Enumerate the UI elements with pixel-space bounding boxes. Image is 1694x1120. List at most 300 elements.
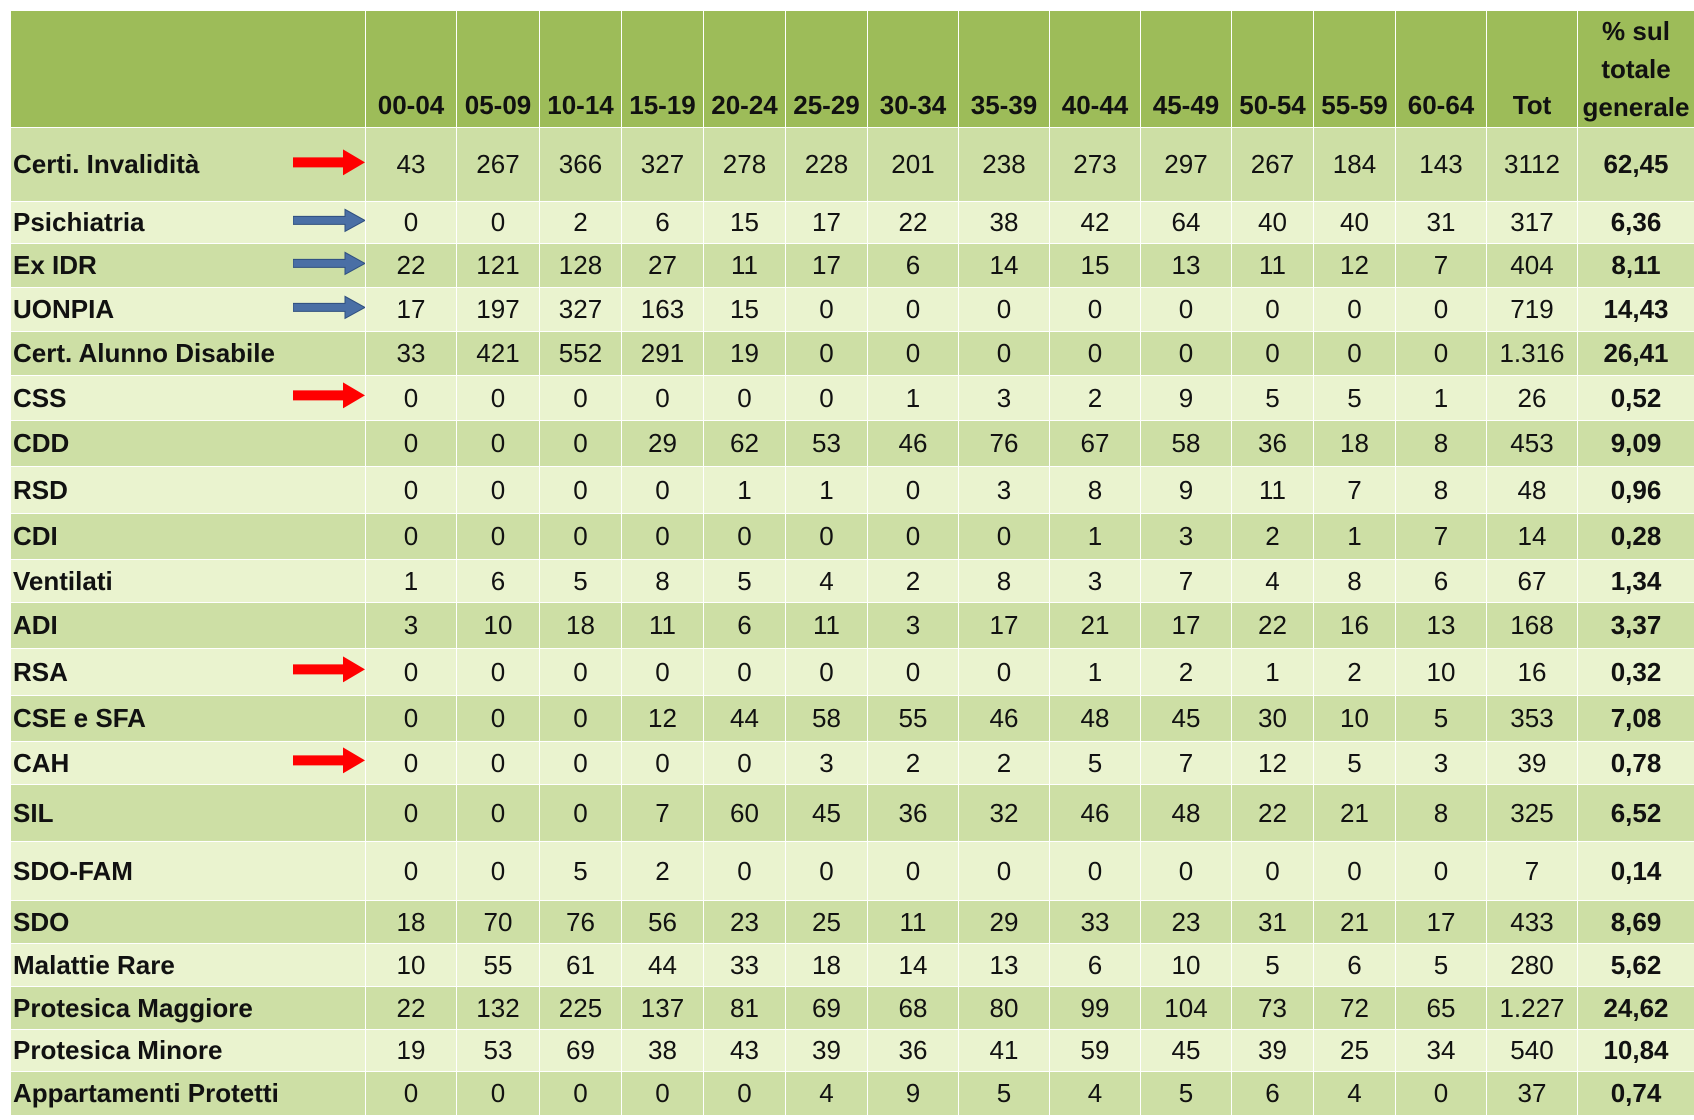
row-label: Certi. Invalidità <box>13 149 200 179</box>
value-cell: 46 <box>868 421 959 467</box>
value-cell: 3 <box>868 603 959 649</box>
value-cell: 0 <box>622 649 704 696</box>
value-cell: 11 <box>786 603 868 649</box>
value-cell: 2 <box>868 742 959 785</box>
value-cell: 59 <box>1050 1030 1141 1072</box>
value-cell: 0 <box>540 785 622 842</box>
table-row <box>11 987 1694 1030</box>
table-row <box>11 649 1694 696</box>
value-cell: 65 <box>1396 987 1487 1030</box>
row-label: CDD <box>13 428 70 458</box>
total-cell: 67 <box>1487 560 1578 603</box>
row-label-cell <box>11 376 366 421</box>
value-cell: 29 <box>622 421 704 467</box>
value-cell: 17 <box>1141 603 1232 649</box>
value-cell: 0 <box>1141 288 1232 332</box>
value-cell: 297 <box>1141 128 1232 202</box>
value-cell: 69 <box>540 1030 622 1072</box>
value-cell: 21 <box>1314 901 1396 944</box>
row-label: Appartamenti Protetti <box>13 1078 279 1108</box>
value-cell: 0 <box>868 332 959 376</box>
row-label-cell <box>11 696 366 742</box>
table-row <box>11 202 1694 244</box>
value-cell: 64 <box>1141 202 1232 244</box>
value-cell: 8 <box>622 560 704 603</box>
table-row <box>11 376 1694 421</box>
value-cell: 46 <box>1050 785 1141 842</box>
value-cell: 19 <box>704 332 786 376</box>
table-row <box>11 785 1694 842</box>
value-cell: 0 <box>959 514 1050 560</box>
value-cell: 55 <box>868 696 959 742</box>
pct-cell: 1,34 <box>1578 560 1694 603</box>
red-arrow-icon <box>293 656 365 682</box>
value-cell: 0 <box>868 514 959 560</box>
row-label: UONPIA <box>13 294 115 324</box>
value-cell: 11 <box>1232 244 1314 288</box>
value-cell: 3 <box>959 467 1050 514</box>
value-cell: 0 <box>868 288 959 332</box>
value-cell: 25 <box>1314 1030 1396 1072</box>
value-cell: 0 <box>1141 842 1232 901</box>
pct-cell: 0,78 <box>1578 742 1694 785</box>
row-label-cell <box>11 901 366 944</box>
row-label-cell <box>11 332 366 376</box>
total-cell: 453 <box>1487 421 1578 467</box>
value-cell: 27 <box>622 244 704 288</box>
value-cell: 31 <box>1396 202 1487 244</box>
value-cell: 69 <box>786 987 868 1030</box>
value-cell: 0 <box>366 842 457 901</box>
value-cell: 58 <box>786 696 868 742</box>
value-cell: 17 <box>959 603 1050 649</box>
header-col: 45-49 <box>1141 11 1232 128</box>
value-cell: 0 <box>959 288 1050 332</box>
value-cell: 0 <box>540 467 622 514</box>
value-cell: 0 <box>1141 332 1232 376</box>
row-label-cell <box>11 785 366 842</box>
header-col: 55-59 <box>1314 11 1396 128</box>
value-cell: 5 <box>540 560 622 603</box>
value-cell: 11 <box>704 244 786 288</box>
value-cell: 31 <box>1232 901 1314 944</box>
value-cell: 0 <box>959 332 1050 376</box>
value-cell: 4 <box>1314 1072 1396 1116</box>
pct-cell: 0,14 <box>1578 842 1694 901</box>
value-cell: 6 <box>1396 560 1487 603</box>
value-cell: 61 <box>540 944 622 987</box>
value-cell: 267 <box>1232 128 1314 202</box>
value-cell: 5 <box>1314 742 1396 785</box>
row-label: Malattie Rare <box>13 949 175 980</box>
pct-cell: 0,74 <box>1578 1072 1694 1116</box>
value-cell: 273 <box>1050 128 1141 202</box>
value-cell: 0 <box>366 202 457 244</box>
value-cell: 201 <box>868 128 959 202</box>
row-label: SDO <box>13 906 70 937</box>
value-cell: 43 <box>366 128 457 202</box>
value-cell: 2 <box>868 560 959 603</box>
value-cell: 40 <box>1232 202 1314 244</box>
row-label: RSD <box>13 474 68 505</box>
table-row <box>11 514 1694 560</box>
value-cell: 0 <box>868 467 959 514</box>
value-cell: 6 <box>1050 944 1141 987</box>
value-cell: 56 <box>622 901 704 944</box>
value-cell: 5 <box>1396 696 1487 742</box>
table-row <box>11 1030 1694 1072</box>
value-cell: 7 <box>1396 244 1487 288</box>
value-cell: 0 <box>366 467 457 514</box>
value-cell: 197 <box>457 288 540 332</box>
total-cell: 433 <box>1487 901 1578 944</box>
value-cell: 1 <box>1314 514 1396 560</box>
value-cell: 3 <box>786 742 868 785</box>
value-cell: 1 <box>1396 376 1487 421</box>
pct-cell: 26,41 <box>1578 332 1694 376</box>
value-cell: 8 <box>1396 785 1487 842</box>
value-cell: 0 <box>1396 288 1487 332</box>
total-cell: 26 <box>1487 376 1578 421</box>
value-cell: 0 <box>366 696 457 742</box>
row-label-cell <box>11 560 366 603</box>
value-cell: 3 <box>1141 514 1232 560</box>
value-cell: 0 <box>1050 288 1141 332</box>
value-cell: 0 <box>1232 332 1314 376</box>
total-cell: 7 <box>1487 842 1578 901</box>
value-cell: 25 <box>786 901 868 944</box>
row-label-cell <box>11 288 366 332</box>
value-cell: 132 <box>457 987 540 1030</box>
value-cell: 0 <box>1396 1072 1487 1116</box>
value-cell: 67 <box>1050 421 1141 467</box>
pct-cell: 8,69 <box>1578 901 1694 944</box>
total-cell: 37 <box>1487 1072 1578 1116</box>
table-row <box>11 288 1694 332</box>
value-cell: 0 <box>786 288 868 332</box>
table-row <box>11 944 1694 987</box>
value-cell: 238 <box>959 128 1050 202</box>
header-pct-total: % sul totale generale <box>1578 11 1694 128</box>
value-cell: 0 <box>704 1072 786 1116</box>
value-cell: 0 <box>540 421 622 467</box>
value-cell: 0 <box>786 332 868 376</box>
value-cell: 0 <box>457 1072 540 1116</box>
value-cell: 15 <box>704 202 786 244</box>
value-cell: 22 <box>1232 785 1314 842</box>
data-table-container <box>10 10 1694 1116</box>
value-cell: 0 <box>1232 842 1314 901</box>
value-cell: 45 <box>1141 1030 1232 1072</box>
table-row <box>11 128 1694 202</box>
value-cell: 3 <box>1050 560 1141 603</box>
value-cell: 0 <box>786 514 868 560</box>
value-cell: 15 <box>704 288 786 332</box>
value-cell: 0 <box>704 649 786 696</box>
value-cell: 0 <box>366 785 457 842</box>
header-col: 15-19 <box>622 11 704 128</box>
total-cell: 39 <box>1487 742 1578 785</box>
value-cell: 121 <box>457 244 540 288</box>
value-cell: 0 <box>622 514 704 560</box>
value-cell: 13 <box>1396 603 1487 649</box>
pct-cell: 24,62 <box>1578 987 1694 1030</box>
value-cell: 36 <box>868 1030 959 1072</box>
value-cell: 225 <box>540 987 622 1030</box>
total-cell: 404 <box>1487 244 1578 288</box>
row-label-cell <box>11 944 366 987</box>
row-label: SDO-FAM <box>13 855 133 886</box>
value-cell: 6 <box>704 603 786 649</box>
value-cell: 1 <box>868 376 959 421</box>
value-cell: 291 <box>622 332 704 376</box>
pct-cell: 62,45 <box>1578 128 1694 202</box>
total-cell: 719 <box>1487 288 1578 332</box>
value-cell: 104 <box>1141 987 1232 1030</box>
value-cell: 0 <box>1050 332 1141 376</box>
row-label-cell <box>11 128 366 202</box>
value-cell: 267 <box>457 128 540 202</box>
value-cell: 128 <box>540 244 622 288</box>
value-cell: 43 <box>704 1030 786 1072</box>
value-cell: 30 <box>1232 696 1314 742</box>
value-cell: 34 <box>1396 1030 1487 1072</box>
value-cell: 32 <box>959 785 1050 842</box>
value-cell: 6 <box>868 244 959 288</box>
header-col: 05-09 <box>457 11 540 128</box>
blue-arrow-icon <box>293 294 365 320</box>
total-cell: 3112 <box>1487 128 1578 202</box>
value-cell: 12 <box>622 696 704 742</box>
pct-cell: 3,37 <box>1578 603 1694 649</box>
value-cell: 12 <box>1314 244 1396 288</box>
value-cell: 0 <box>540 649 622 696</box>
value-cell: 9 <box>1141 376 1232 421</box>
value-cell: 58 <box>1141 421 1232 467</box>
row-label: CDI <box>13 521 58 551</box>
row-label-cell <box>11 603 366 649</box>
blue-arrow-icon <box>293 207 365 233</box>
value-cell: 0 <box>786 842 868 901</box>
value-cell: 1 <box>1232 649 1314 696</box>
value-cell: 184 <box>1314 128 1396 202</box>
value-cell: 0 <box>540 742 622 785</box>
value-cell: 36 <box>868 785 959 842</box>
value-cell: 7 <box>1141 742 1232 785</box>
pct-cell: 0,28 <box>1578 514 1694 560</box>
value-cell: 8 <box>1396 421 1487 467</box>
value-cell: 0 <box>366 742 457 785</box>
value-cell: 18 <box>1314 421 1396 467</box>
value-cell: 29 <box>959 901 1050 944</box>
value-cell: 10 <box>366 944 457 987</box>
value-cell: 10 <box>1396 649 1487 696</box>
value-cell: 80 <box>959 987 1050 1030</box>
row-label-cell <box>11 742 366 785</box>
header-col: Tot <box>1487 11 1578 128</box>
value-cell: 70 <box>457 901 540 944</box>
row-label: Cert. Alunno Disabile <box>13 338 275 368</box>
row-label: CAH <box>13 747 70 778</box>
table-row <box>11 421 1694 467</box>
row-label: Ventilati <box>13 565 113 596</box>
value-cell: 16 <box>1314 603 1396 649</box>
value-cell: 0 <box>457 842 540 901</box>
value-cell: 1 <box>704 467 786 514</box>
value-cell: 42 <box>1050 202 1141 244</box>
red-arrow-icon <box>293 149 365 175</box>
value-cell: 0 <box>457 696 540 742</box>
value-cell: 0 <box>457 514 540 560</box>
value-cell: 2 <box>1314 649 1396 696</box>
value-cell: 0 <box>704 742 786 785</box>
value-cell: 38 <box>622 1030 704 1072</box>
header-col: 50-54 <box>1232 11 1314 128</box>
value-cell: 0 <box>1396 332 1487 376</box>
blue-arrow-icon <box>293 250 365 276</box>
row-label: Psichiatria <box>13 207 145 237</box>
value-cell: 40 <box>1314 202 1396 244</box>
value-cell: 421 <box>457 332 540 376</box>
table-row <box>11 1072 1694 1116</box>
value-cell: 13 <box>959 944 1050 987</box>
value-cell: 0 <box>622 1072 704 1116</box>
value-cell: 5 <box>1050 742 1141 785</box>
value-cell: 0 <box>366 1072 457 1116</box>
header-col: 60-64 <box>1396 11 1487 128</box>
value-cell: 39 <box>1232 1030 1314 1072</box>
pct-cell: 0,52 <box>1578 376 1694 421</box>
pct-cell: 6,36 <box>1578 202 1694 244</box>
row-label: Ex IDR <box>13 250 97 280</box>
value-cell: 4 <box>1232 560 1314 603</box>
value-cell: 22 <box>868 202 959 244</box>
value-cell: 0 <box>868 842 959 901</box>
value-cell: 0 <box>540 514 622 560</box>
table-row <box>11 842 1694 901</box>
value-cell: 22 <box>1232 603 1314 649</box>
value-cell: 0 <box>540 696 622 742</box>
value-cell: 22 <box>366 244 457 288</box>
value-cell: 17 <box>366 288 457 332</box>
value-cell: 0 <box>1050 842 1141 901</box>
value-cell: 10 <box>1141 944 1232 987</box>
value-cell: 0 <box>366 421 457 467</box>
row-label: ADI <box>13 610 58 640</box>
row-label-cell <box>11 1030 366 1072</box>
value-cell: 0 <box>704 842 786 901</box>
header-col: 00-04 <box>366 11 457 128</box>
header-row <box>11 11 1694 128</box>
row-label: CSS <box>13 382 67 413</box>
value-cell: 9 <box>1141 467 1232 514</box>
value-cell: 15 <box>1050 244 1141 288</box>
value-cell: 0 <box>366 376 457 421</box>
value-cell: 3 <box>959 376 1050 421</box>
value-cell: 0 <box>457 376 540 421</box>
row-label-cell <box>11 649 366 696</box>
red-arrow-icon <box>293 747 365 773</box>
value-cell: 17 <box>786 202 868 244</box>
value-cell: 7 <box>1314 467 1396 514</box>
total-cell: 16 <box>1487 649 1578 696</box>
value-cell: 7 <box>1141 560 1232 603</box>
value-cell: 0 <box>786 376 868 421</box>
pct-cell: 6,52 <box>1578 785 1694 842</box>
value-cell: 18 <box>786 944 868 987</box>
value-cell: 38 <box>959 202 1050 244</box>
value-cell: 12 <box>1232 742 1314 785</box>
total-cell: 353 <box>1487 696 1578 742</box>
value-cell: 17 <box>786 244 868 288</box>
value-cell: 0 <box>622 742 704 785</box>
header-col: 40-44 <box>1050 11 1141 128</box>
pct-cell: 9,09 <box>1578 421 1694 467</box>
value-cell: 0 <box>366 649 457 696</box>
value-cell: 0 <box>1314 288 1396 332</box>
value-cell: 8 <box>959 560 1050 603</box>
row-label: CSE e SFA <box>13 703 146 733</box>
header-col: 10-14 <box>540 11 622 128</box>
value-cell: 4 <box>1050 1072 1141 1116</box>
total-cell: 1.316 <box>1487 332 1578 376</box>
total-cell: 325 <box>1487 785 1578 842</box>
value-cell: 2 <box>959 742 1050 785</box>
value-cell: 76 <box>959 421 1050 467</box>
value-cell: 1 <box>786 467 868 514</box>
row-label-cell <box>11 202 366 244</box>
data-table <box>10 10 1694 1116</box>
pct-cell: 5,62 <box>1578 944 1694 987</box>
value-cell: 60 <box>704 785 786 842</box>
table-row <box>11 696 1694 742</box>
value-cell: 0 <box>704 514 786 560</box>
pct-cell: 0,32 <box>1578 649 1694 696</box>
row-label: Protesica Maggiore <box>13 992 253 1023</box>
value-cell: 6 <box>1232 1072 1314 1116</box>
value-cell: 36 <box>1232 421 1314 467</box>
value-cell: 53 <box>457 1030 540 1072</box>
value-cell: 228 <box>786 128 868 202</box>
value-cell: 0 <box>1314 842 1396 901</box>
value-cell: 0 <box>786 649 868 696</box>
value-cell: 44 <box>704 696 786 742</box>
value-cell: 5 <box>1232 944 1314 987</box>
value-cell: 0 <box>540 376 622 421</box>
value-cell: 163 <box>622 288 704 332</box>
row-label-cell <box>11 421 366 467</box>
value-cell: 44 <box>622 944 704 987</box>
value-cell: 13 <box>1141 244 1232 288</box>
row-label-cell <box>11 514 366 560</box>
value-cell: 0 <box>704 376 786 421</box>
value-cell: 11 <box>622 603 704 649</box>
pct-cell: 10,84 <box>1578 1030 1694 1072</box>
value-cell: 5 <box>1141 1072 1232 1116</box>
table-row <box>11 901 1694 944</box>
row-label: RSA <box>13 656 68 687</box>
value-cell: 4 <box>786 1072 868 1116</box>
value-cell: 6 <box>457 560 540 603</box>
value-cell: 48 <box>1141 785 1232 842</box>
pct-cell: 8,11 <box>1578 244 1694 288</box>
value-cell: 1 <box>1050 514 1141 560</box>
row-label: SIL <box>13 797 54 828</box>
value-cell: 0 <box>959 649 1050 696</box>
value-cell: 0 <box>622 376 704 421</box>
value-cell: 17 <box>1396 901 1487 944</box>
value-cell: 8 <box>1396 467 1487 514</box>
